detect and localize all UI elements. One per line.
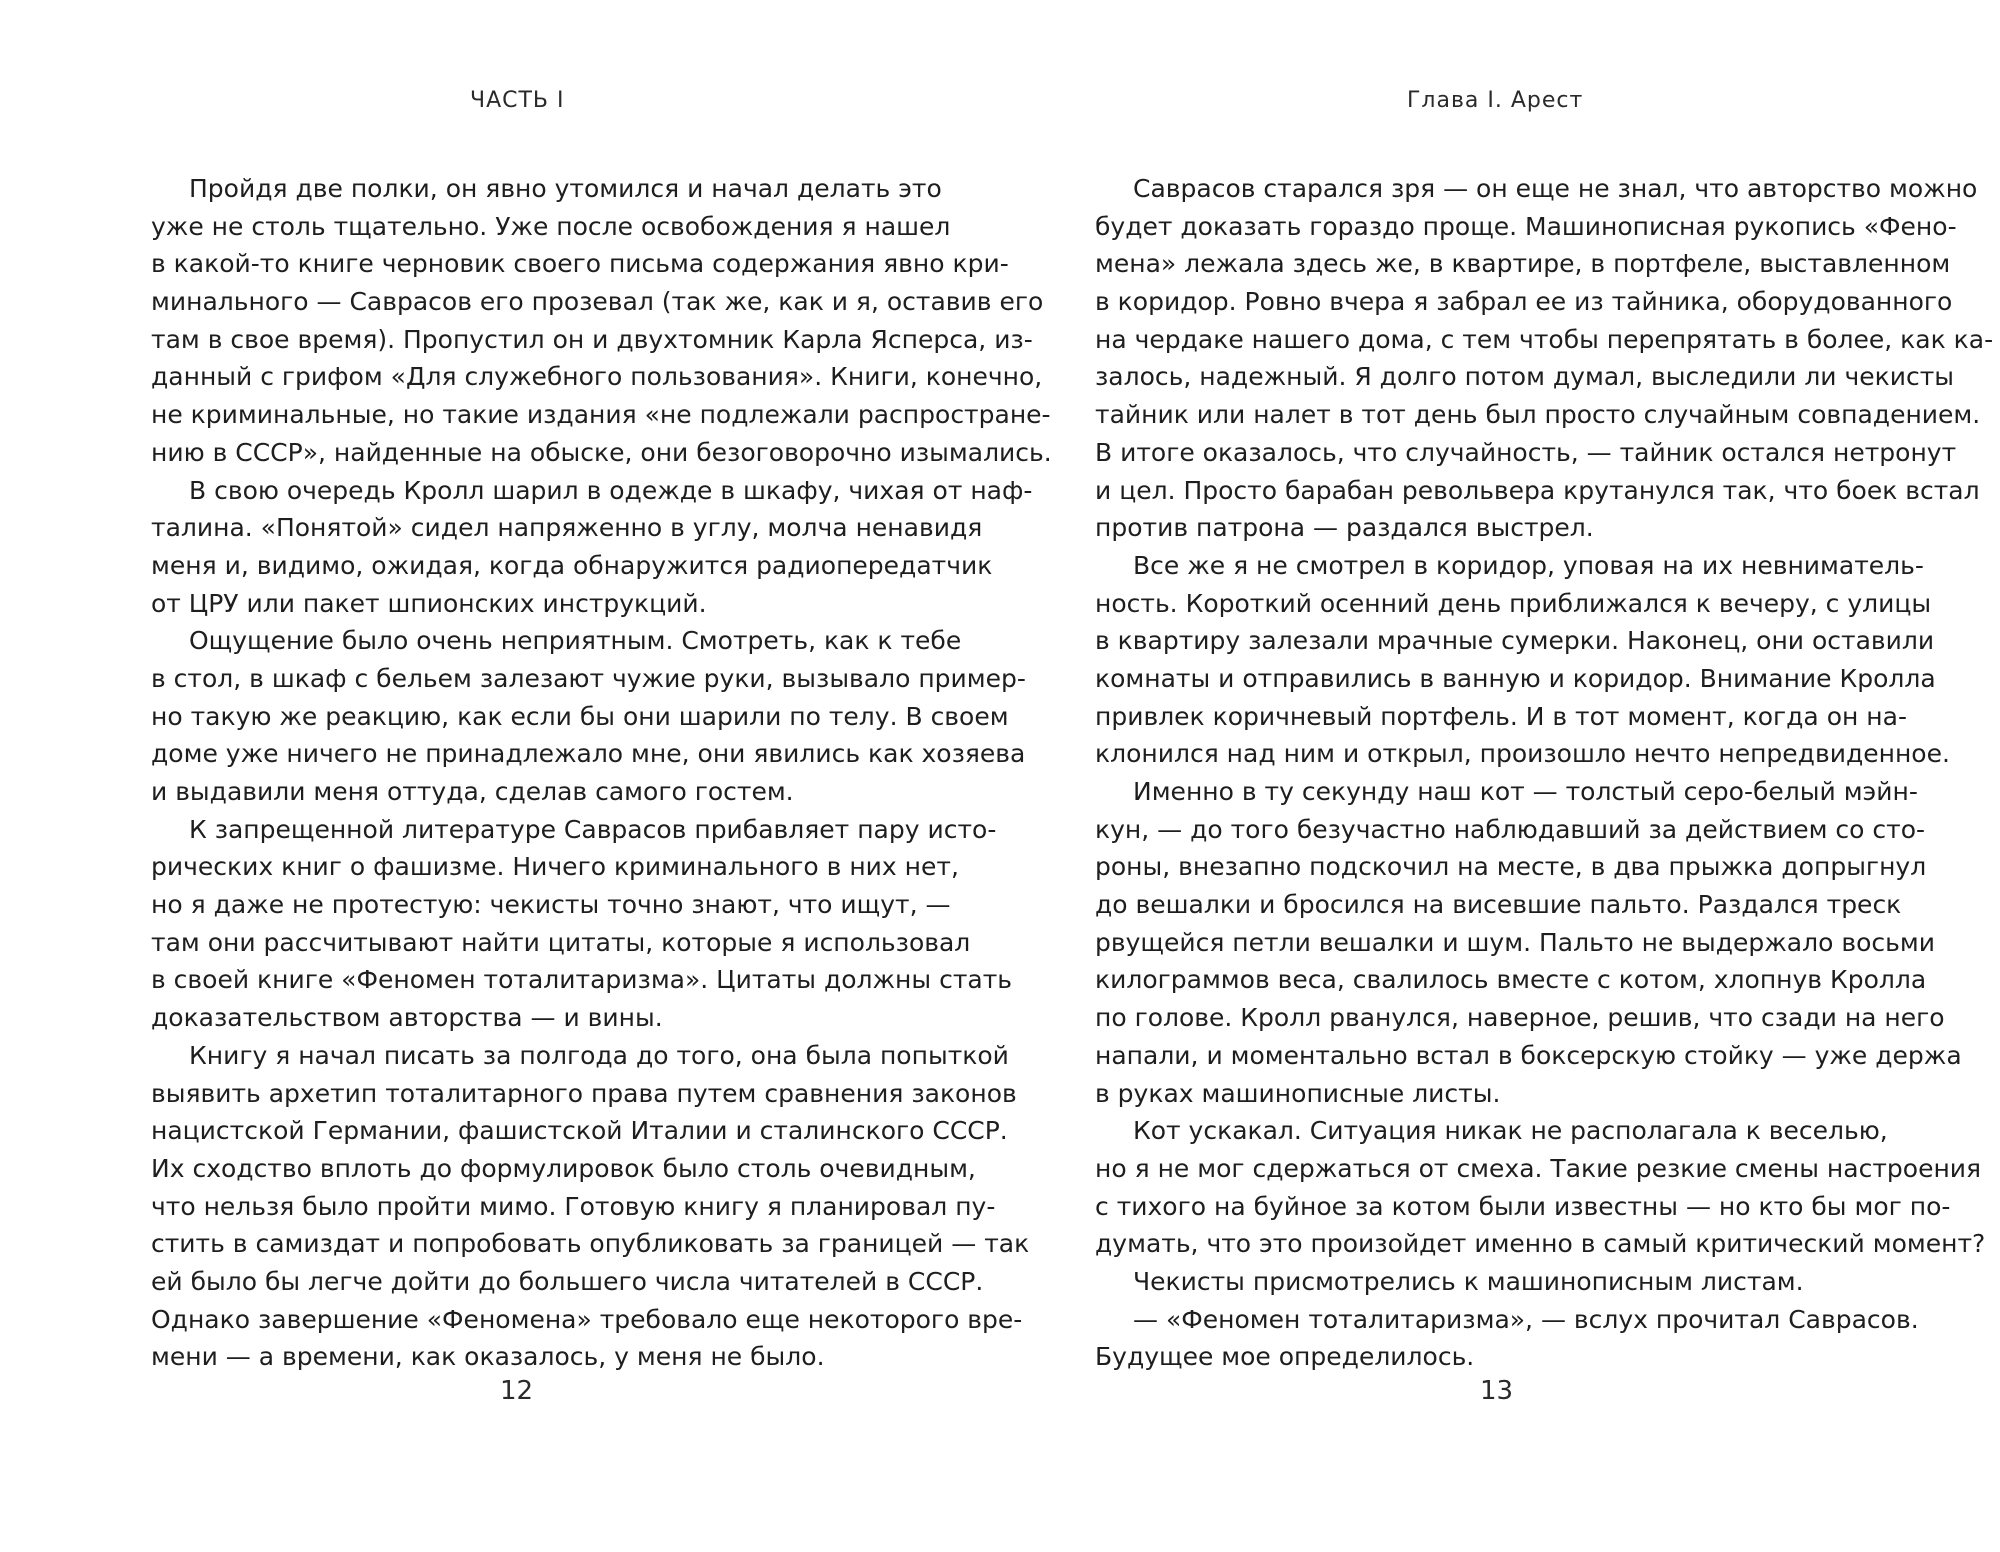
text-line: Все же я не смотрел в коридор, уповая на их невниматель- xyxy=(1133,550,1924,580)
text-line: рических книг о фашизме. Ничего криминального в них нет, xyxy=(151,852,959,882)
text-line: Их сходство вплоть до формулировок было столь очевидным, xyxy=(151,1153,976,1183)
text-line: минального — Саврасов его прозевал (так же, как и я, оставив его xyxy=(151,287,1044,317)
text-line: но такую же реакцию, как если бы они шарили по телу. В своем xyxy=(151,701,1009,731)
text-line: Однако завершение «Феномена» требовало еще некоторого вре- xyxy=(151,1304,1023,1334)
text-line: напали, и моментально встал в боксерскую стойку — уже держа xyxy=(1095,1040,1962,1070)
text-line: на чердаке нашего дома, с тем чтобы перепрятать в более, как ка- xyxy=(1095,324,1994,354)
text-line: привлек коричневый портфель. И в тот момент, когда он на- xyxy=(1095,701,1907,731)
text-line: до вешалки и бросился на висевшие пальто. Раздался треск xyxy=(1095,890,1902,920)
text-line: Будущее мое определилось. xyxy=(1095,1342,1475,1372)
page-number-right: 13 xyxy=(1480,1376,1514,1406)
text-line: в квартиру залезали мрачные сумерки. Наконец, они оставили xyxy=(1095,626,1935,656)
text-line: в коридор. Ровно вчера я забрал ее из тайника, оборудованного xyxy=(1095,287,1953,317)
text-line: мени — а времени, как оказалось, у меня не было. xyxy=(151,1342,825,1372)
running-head-left: ЧАСТЬ I xyxy=(470,88,565,113)
text-line: доказательством авторства — и вины. xyxy=(151,1003,663,1033)
text-line: от ЦРУ или пакет шпионских инструкций. xyxy=(151,588,707,618)
text-line: в стол, в шкаф с бельем залезают чужие руки, вызывало пример- xyxy=(151,663,1026,693)
text-line: там в свое время). Пропустил он и двухтомник Карла Ясперса, из- xyxy=(151,324,1033,354)
text-line: и выдавили меня оттуда, сделав самого гостем. xyxy=(151,777,794,806)
text-line: В итоге оказалось, что случайность, — тайник остался нетронут xyxy=(1095,437,1957,467)
text-line: кун, — до того безучастно наблюдавший за действием со сто- xyxy=(1095,814,1926,844)
text-line: клонился над ним и открыл, произошло нечто непредвиденное. xyxy=(1095,739,1950,769)
left-text-block xyxy=(151,170,1052,1376)
text-line: роны, внезапно подскочил на месте, в два прыжка допрыгнул xyxy=(1095,852,1927,882)
text-line: Саврасов старался зря — он еще не знал, что авторство можно xyxy=(1133,174,1978,203)
text-line: по голове. Кролл рванулся, наверное, решив, что сзади на него xyxy=(1095,1003,1945,1033)
text-line: но я даже не протестую: чекисты точно знают, что ищут, — xyxy=(151,890,951,920)
text-line: с тихого на буйное за котом были известны — но кто бы мог по- xyxy=(1095,1191,1951,1221)
text-line: талина. «Понятой» сидел напряженно в углу, молча ненавидя xyxy=(151,513,983,543)
text-line: мена» лежала здесь же, в квартире, в портфеле, выставленном xyxy=(1095,249,1951,279)
text-line: Кот ускакал. Ситуация никак не располагала к веселью, xyxy=(1133,1116,1888,1146)
text-line: Чекисты присмотрелись к машинописным листам. xyxy=(1133,1266,1804,1296)
text-line: килограммов веса, свалилось вместе с котом, хлопнув Кролла xyxy=(1095,965,1927,995)
text-line: думать, что это произойдет именно в самый критический момент? xyxy=(1095,1229,1986,1259)
text-line: нацистской Германии, фашистской Италии и сталинского СССР. xyxy=(151,1116,1008,1146)
text-line: рвущейся петли вешалки и шум. Пальто не выдержало восьми xyxy=(1095,927,1935,957)
text-line: в какой-то книге черновик своего письма содержания явно кри- xyxy=(151,249,1009,279)
text-line: что нельзя было пройти мимо. Готовую книгу я планировал пу- xyxy=(151,1191,996,1221)
text-line: комнаты и отправились в ванную и коридор. Внимание Кролла xyxy=(1095,663,1936,693)
right-page xyxy=(1000,0,2000,1552)
text-line: нию в СССР», найденные на обыске, они безоговорочно изымались. xyxy=(151,437,1052,467)
text-line: меня и, видимо, ожидая, когда обнаружится радиопередатчик xyxy=(151,550,993,580)
text-line: но я не мог сдержаться от смеха. Такие резкие смены настроения xyxy=(1095,1153,1982,1183)
right-text-block xyxy=(1095,170,1994,1376)
text-line: данный с грифом «Для служебного пользования». Книги, конечно, xyxy=(151,362,1043,392)
text-line: залось, надежный. Я долго потом думал, выследили ли чекисты xyxy=(1095,362,1955,392)
text-line: в руках машинописные листы. xyxy=(1095,1078,1501,1108)
text-line: ей было бы легче дойти до большего числа читателей в СССР. xyxy=(151,1266,984,1296)
text-line: В свою очередь Кролл шарил в одежде в шкафу, чихая от наф- xyxy=(189,475,1033,505)
text-line: Пройдя две полки, он явно утомился и начал делать это xyxy=(189,174,942,203)
text-line: там они рассчитывают найти цитаты, которые я использовал xyxy=(151,927,971,957)
text-line: будет доказать гораздо проще. Машинописная рукопись «Фено- xyxy=(1095,211,1957,241)
text-line: выявить архетип тоталитарного права путем сравнения законов xyxy=(151,1078,1017,1108)
text-line: Ощущение было очень неприятным. Смотреть, как к тебе xyxy=(189,626,962,656)
text-line: тайник или налет в тот день был просто случайным совпадением. xyxy=(1095,400,1981,430)
text-line: в своей книге «Феномен тоталитаризма». Цитаты должны стать xyxy=(151,965,1013,995)
text-line: уже не столь тщательно. Уже после освобождения я нашел xyxy=(151,211,951,241)
text-line: Именно в ту секунду наш кот — толстый серо-белый мэйн- xyxy=(1133,777,1918,806)
text-line: не криминальные, но такие издания «не подлежали распростране- xyxy=(151,400,1051,430)
running-head-right: Глава I. Арест xyxy=(1407,88,1584,113)
text-line: ность. Короткий осенний день приближался к вечеру, с улицы xyxy=(1095,588,1932,618)
text-line: К запрещенной литературе Саврасов прибавляет пару исто- xyxy=(189,814,997,844)
text-line: против патрона — раздался выстрел. xyxy=(1095,513,1594,543)
text-line: доме уже ничего не принадлежало мне, они явились как хозяева xyxy=(151,739,1026,769)
text-line: стить в самиздат и попробовать опубликовать за границей — так xyxy=(151,1229,1030,1259)
text-line: — «Феномен тоталитаризма», — вслух прочитал Саврасов. xyxy=(1133,1304,1919,1334)
text-line: Книгу я начал писать за полгода до того, она была попыткой xyxy=(189,1040,1009,1070)
page-number-left: 12 xyxy=(500,1376,534,1406)
text-line: и цел. Просто барабан револьвера крутанулся так, что боек встал xyxy=(1095,475,1980,505)
